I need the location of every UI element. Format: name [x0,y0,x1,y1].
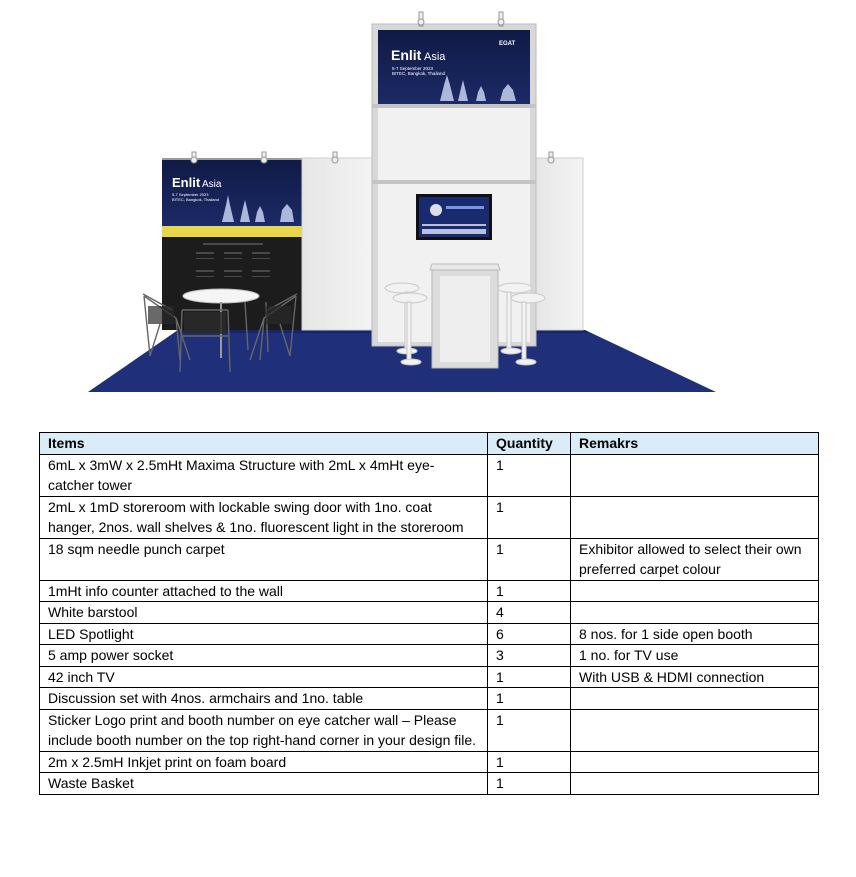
tv-screen [416,194,492,240]
left-wall-region: Asia [202,179,222,190]
remarks-cell [571,580,819,602]
item-cell: Waste Basket [40,773,488,795]
remarks-cell: With USB & HDMI connection [571,666,819,688]
table-row [40,773,819,795]
table-row [40,496,819,538]
item-cell: White barstool [40,602,488,624]
quantity-cell: 4 [488,602,571,624]
table-row [40,751,819,773]
item-cell: 2m x 2.5mH Inkjet print on foam board [40,751,488,773]
header-remarks: Remakrs [571,433,819,455]
remarks-cell [571,751,819,773]
quantity-cell: 1 [488,773,571,795]
remarks-cell [571,773,819,795]
remarks-cell [571,688,819,710]
item-cell: 18 sqm needle punch carpet [40,538,488,580]
quantity-cell: 6 [488,623,571,645]
table-header-row [40,433,819,455]
remarks-cell: 8 nos. for 1 side open booth [571,623,819,645]
quantity-cell: 1 [488,666,571,688]
table-row [40,645,819,667]
item-cell: 1mHt info counter attached to the wall [40,580,488,602]
item-cell: 6mL x 3mW x 2.5mHt Maxima Structure with 2mL x 4mHt eye-catcher tower [40,454,488,496]
quantity-cell: 1 [488,751,571,773]
quantity-cell: 1 [488,538,571,580]
table-row [40,709,819,751]
quantity-cell: 1 [488,454,571,496]
left-wall-dates: 5-7 September 2023 [172,192,209,197]
table-row [40,580,819,602]
item-cell: 5 amp power socket [40,645,488,667]
item-cell: 2mL x 1mD storeroom with lockable swing door with 1no. coat hanger, 2nos. wall shelves & 1no. fluorescent light in the storeroom [40,496,488,538]
table-row [40,602,819,624]
remarks-cell: Exhibitor allowed to select their own preferred carpet colour [571,538,819,580]
table-row [40,666,819,688]
item-cell: Sticker Logo print and booth number on eye catcher wall – Please include booth number on the top right-hand corner in your design file. [40,709,488,751]
info-counter [430,264,500,368]
tower-brand: Enlit [391,47,422,63]
header-quantity: Quantity [488,433,571,455]
item-cell: 42 inch TV [40,666,488,688]
tower-sponsor: EGAT [499,41,516,47]
quantity-cell: 1 [488,688,571,710]
tower-dates: 5-7 September 2023 [392,66,434,71]
quantity-cell: 1 [488,496,571,538]
header-items: Items [40,433,488,455]
table-row [40,688,819,710]
table-row [40,623,819,645]
table-row [40,538,819,580]
left-wall-brand: Enlit [172,175,201,190]
tower-region: Asia [424,51,446,63]
quantity-cell: 1 [488,709,571,751]
remarks-cell [571,454,819,496]
quantity-cell: 1 [488,580,571,602]
item-cell: LED Spotlight [40,623,488,645]
item-cell: Discussion set with 4nos. armchairs and 1no. table [40,688,488,710]
table-row [40,454,819,496]
tower-venue: BITEC, Bangkok, Thailand [392,71,445,76]
booth-rendering [0,0,856,410]
booth-spec-table [39,432,819,795]
left-graphic-wall [162,158,304,330]
remarks-cell [571,602,819,624]
quantity-cell: 3 [488,645,571,667]
right-white-wall [535,158,583,330]
left-wall-venue: BITEC, Bangkok, Thailand [172,197,220,202]
remarks-cell [571,709,819,751]
remarks-cell [571,496,819,538]
left-white-wall [302,158,374,330]
remarks-cell: 1 no. for TV use [571,645,819,667]
